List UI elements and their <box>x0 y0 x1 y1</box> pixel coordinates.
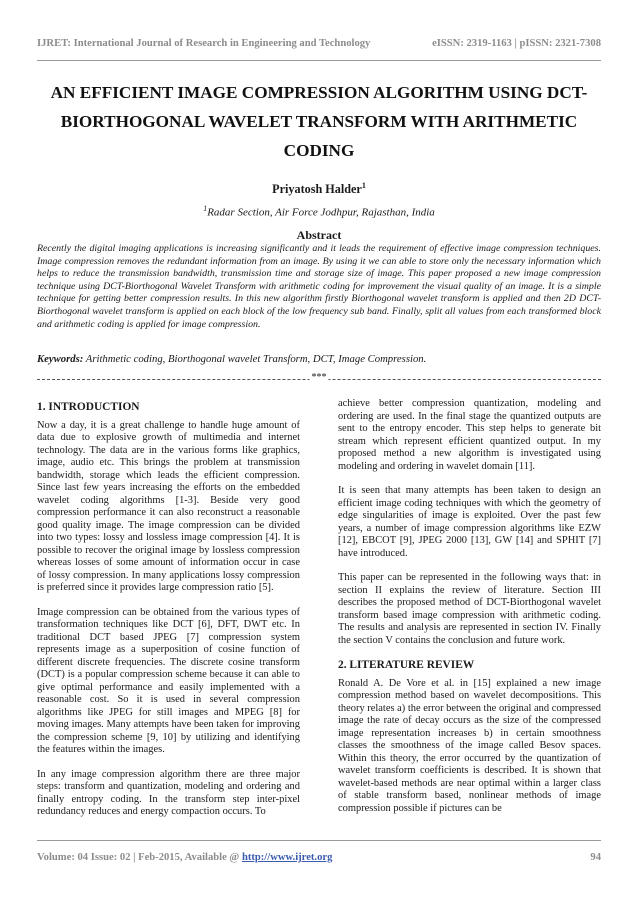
paragraph: In any image compression algorithm there are three major steps: transform and quantization, modeling and ordering and finally entropy coding. In the transform step inter-pixel redundancy reduces and energy compaction occurs. To <box>37 768 300 817</box>
journal-name: IJRET: International Journal of Research in Engineering and Technology <box>37 38 371 49</box>
keywords-label: Keywords: <box>37 353 84 365</box>
separator-stars: *** <box>311 372 327 383</box>
header-divider <box>37 60 601 61</box>
running-header <box>37 38 601 54</box>
author <box>0 181 638 197</box>
paragraph: Image compression can be obtained from the various types of transformation techniques like DCT [6], DFT, DWT etc. In traditional DCT based JPEG [7] compression system represents image as a superposition of cosine function of different discrete frequencies. The discrete cosine transform (DCT) is a popular compression scheme because it can able to give optimal performance and easily implemented with a reasonable cost. So it is used in several compression algorithms like JPEG for still images and MPEG [8] for moving images. Many attempts have been taken for improving the compression scheme [9, 10] by utilizing and identifying the features within the images. <box>37 606 300 755</box>
paragraph: achieve better compression quantization, modeling and ordering are used. In the final stage the quantized outputs are sent to the entropy encoder. This step helps to generate bit stream which represent efficient quantized output. In my proposed method a new algorithm is investigated using modeling and ordering in wavelet domain [11]. <box>338 398 601 472</box>
paragraph: Ronald A. De Vore et al. in [15] explained a new image compression method based on wavelet decompositions. This theory relates a) the error between the original and compressed image the rate of decay occurs as the size of the compressed image representation increases b) in certain smoothness classes the smoothness of the image called Besov spaces. Within this theory, the error occurred by the quantization of wavelet transform coefficients is described. It is shown that wavelet-based methods are near optimal within a larger class of stable transform based, nonlinear methods of image compression possible if pictures can be <box>338 677 601 814</box>
keywords <box>37 353 601 365</box>
journal-link[interactable]: http://www.ijret.org <box>241 852 333 863</box>
section-heading-introduction: 1. INTRODUCTION <box>37 401 140 413</box>
page-number: 94 <box>590 852 601 863</box>
section-separator <box>37 372 601 386</box>
volume-text: Volume: 04 Issue: 02 | Feb-2015, Available @ <box>37 852 242 863</box>
paragraph: It is seen that many attempts has been taken to design an efficient image coding techniques with which the geometry of edge singularities of image is exploited. Over the past few years, a number of image compression algorithms like EZW [12], EBCOT [9], JPEG 2000 [13], GW [14] and SPHIT [7] have introduced. <box>338 485 601 559</box>
paragraph: This paper can be represented in the following ways that: in section II explains the review of literature. Section III describes the proposed method of DCT-Biorthogonal wavelet transform based image compression with arithmetic coding. The results and analysis are represented in section IV. Finally the section V contains the conclusion and future work. <box>338 572 601 646</box>
author-name: Priyatosh Halder <box>272 182 362 197</box>
abstract-heading: Abstract <box>296 228 342 242</box>
issn-info: eISSN: 2319-1163 | pISSN: 2321-7308 <box>432 38 601 49</box>
section-heading-literature-review: 2. LITERATURE REVIEW <box>338 659 475 671</box>
paragraph: Now a day, it is a great challenge to handle huge amount of data due to explosive growth of multimedia and internet technology. The data are in the various forms like graphics, image, audio etc. This brings the problem at transmission bandwidth, storage which leads the efficient compression. Since last few years increasing the efforts on the embedded wavelet coding algorithms [1-3]. Beside very good compression performance it can also reconstruct a reasonable good quality image. The image compression can be divided into two types: lossy and lossless image compression [4]. It is possible to recover the original image by lossless compression whereas losses of some amount of information occur in case of lossy compression. In many applications lossy compression is preferred since it provides large compression ratio [5]. <box>37 419 300 593</box>
abstract-text: Recently the digital imaging applications is increasing significantly and it leads the requirement of effective image compression techniques. Image compression removes the redundant information from an image. By using it we can able to store only the necessary information which helps to reduce the transmission bandwidth, transmission time and storage size of image. This paper proposed a new image compression technique using DCT-Biorthogonal Wavelet Transform with arithmetic coding for improvement the visual quality of an image. It is a simple technique for getting better compression results. In this new algorithm firstly Biorthogonal wavelet transform is applied and then 2D DCT-Biorthogonal wavelet transform is applied on each block of the low frequency sub band. Finally, split all values from each transformed block and arithmetic coding is applied for image compression. <box>37 243 601 330</box>
right-column <box>338 398 601 827</box>
footer-volume <box>37 852 332 863</box>
keywords-text: Arithmetic coding, Biorthogonal wavelet Transform, DCT, Image Compression. <box>85 353 427 365</box>
paper-title <box>40 78 598 165</box>
title-line: CODING <box>283 141 355 160</box>
author-sup: 1 <box>361 181 366 190</box>
affiliation-text: Radar Section, Air Force Jodhpur, Rajasthan, India <box>207 206 435 219</box>
affiliation <box>0 204 638 219</box>
title-line: AN EFFICIENT IMAGE COMPRESSION ALGORITHM USING DCT- <box>50 83 588 102</box>
left-column <box>37 398 300 831</box>
running-footer <box>37 852 601 863</box>
footer-divider <box>37 840 601 841</box>
affiliation-sup: 1 <box>203 204 208 213</box>
title-line: BIORTHOGONAL WAVELET TRANSFORM WITH ARITHMETIC <box>60 112 578 131</box>
